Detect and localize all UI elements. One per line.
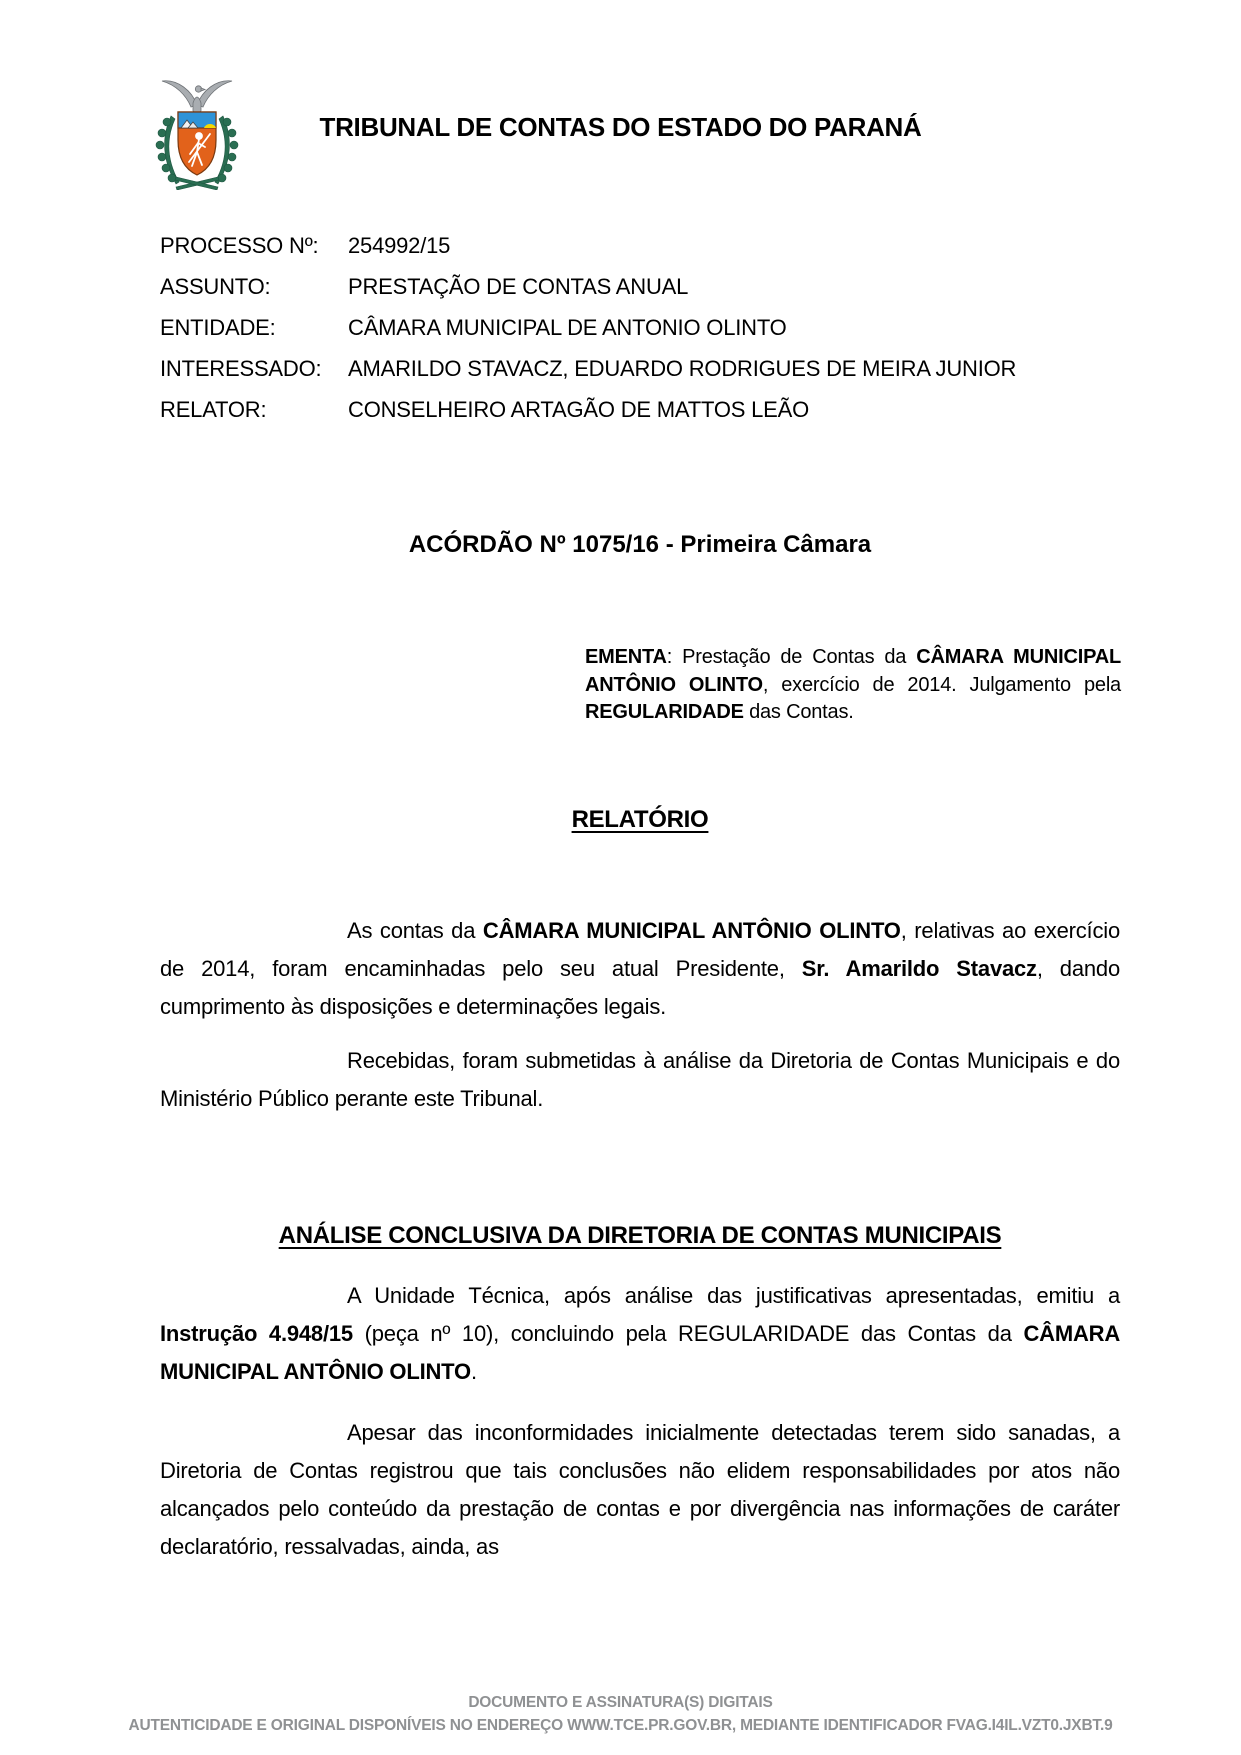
relatorio-heading: RELATÓRIO [571, 806, 709, 833]
info-value-entidade: CÂMARA MUNICIPAL DE ANTONIO OLINTO [348, 315, 787, 340]
acordao-title: ACÓRDÃO Nº 1075/16 - Primeira Câmara [408, 531, 872, 558]
analise-paragraph-1: A Unidade Técnica, após análise das justificativas apresentadas, emitiu a Instrução 4.948/15 (peça nº 10), concluindo pela REGULARIDADE das Contas da CÂMARA MUNICIPAL ANTÔNIO OLINTO. [160, 1283, 1121, 1384]
relatorio-paragraph-2: Recebidas, foram submetidas à análise da Diretoria de Contas Municipais e do Ministério Público perante este Tribunal. [160, 1048, 1120, 1111]
info-value-interessado: AMARILDO STAVACZ, EDUARDO RODRIGUES DE MEIRA JUNIOR [348, 356, 1017, 381]
footer-line-2: AUTENTICIDADE E ORIGINAL DISPONÍVEIS NO ENDEREÇO WWW.TCE.PR.GOV.BR, MEDIANTE IDENTIFICADOR FVAG.I4IL.VZT0.JXBT.9 [128, 1717, 1113, 1734]
process-info-block [160, 232, 1120, 424]
info-value-processo: 254992/15 [348, 233, 451, 258]
analise-heading: ANÁLISE CONCLUSIVA DA DIRETORIA DE CONTAS MUNICIPAIS [278, 1222, 1002, 1249]
digital-signature-footer [0, 1691, 1241, 1737]
info-label-entidade: ENTIDADE: [160, 315, 276, 340]
ementa-paragraph: EMENTA: Prestação de Contas da CÂMARA MUNICIPAL ANTÔNIO OLINTO, exercício de 2014. Julgamento pela REGULARIDADE das Contas. [585, 646, 1121, 723]
info-value-relator: CONSELHEIRO ARTAGÃO DE MATTOS LEÃO [348, 397, 810, 422]
footer-line-1: DOCUMENTO E ASSINATURA(S) DIGITAIS [468, 1694, 773, 1711]
info-value-assunto: PRESTAÇÃO DE CONTAS ANUAL [348, 274, 689, 299]
info-label-relator: RELATOR: [160, 397, 267, 422]
info-label-interessado: INTERESSADO: [160, 356, 322, 381]
tribunal-header-title: TRIBUNAL DE CONTAS DO ESTADO DO PARANÁ [319, 112, 922, 142]
info-label-assunto: ASSUNTO: [160, 274, 271, 299]
info-label-processo: PROCESSO Nº: [160, 233, 319, 258]
relatorio-paragraph-1: As contas da CÂMARA MUNICIPAL ANTÔNIO OLINTO, relativas ao exercício de 2014, foram encaminhadas pelo seu atual Presidente, Sr. Amarildo Stavacz, dando cumprimento às disposições e determinações legais. [160, 918, 1120, 1019]
analise-paragraph-2: Apesar das inconformidades inicialmente detectadas terem sido sanadas, a Diretoria de Contas registrou que tais conclusões não elidem responsabilidades por atos não alcançados pelo conteúdo da prestação de contas e por divergência nas informações de caráter declaratório, ressalvadas, ainda, as [160, 1420, 1120, 1559]
